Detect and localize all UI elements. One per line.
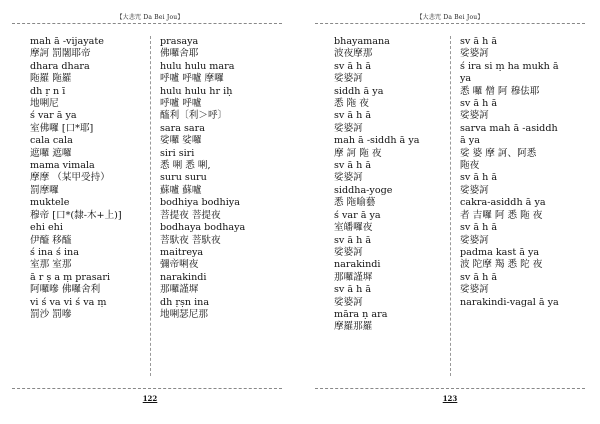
text-line: sv ā h ā xyxy=(334,234,372,246)
text-line: siddh ā ya xyxy=(334,85,384,97)
text-line: 穆帝 [口*(隸-木+上)] xyxy=(30,209,122,221)
text-line: 地唎瑟尼那 xyxy=(160,308,208,320)
text-line: 室佛囉 [口*耶] xyxy=(30,122,94,134)
text-line: 摩羅那羅 xyxy=(334,321,373,333)
text-line: 娑婆訶 xyxy=(334,246,363,258)
text-line: 菩馱夜 菩馱夜 xyxy=(160,234,221,246)
text-line: ya xyxy=(460,73,472,85)
text-line: 呼嚧 呼嚧 xyxy=(160,98,202,110)
text-line: 佛囉舍耶 xyxy=(160,48,199,60)
text-line: narakindi-vagal ā ya xyxy=(460,296,559,308)
text-line: narakindi xyxy=(334,259,381,271)
text-line: 室那 室那 xyxy=(30,259,72,271)
text-line: ś ira si ṃ ha mukh ā xyxy=(460,60,559,72)
text-line: cakra-asiddh ā ya xyxy=(460,197,546,209)
right-column-1 xyxy=(334,36,454,334)
text-line: ś ina ś ina xyxy=(30,246,79,258)
text-line: 蘇嚧 蘇嚧 xyxy=(160,184,202,196)
text-line: 呼嚧 呼嚧 摩囉 xyxy=(160,73,224,85)
left-column-2 xyxy=(160,36,280,321)
text-line: narakindi xyxy=(160,271,207,283)
text-line: muktele xyxy=(30,197,70,209)
text-line: sv ā h ā xyxy=(460,172,498,184)
text-line: mah ā -vijayate xyxy=(30,36,104,47)
text-line: māra ṇ ara xyxy=(334,308,388,320)
right-bottom-rule xyxy=(315,388,585,389)
text-line: 娑婆訶 xyxy=(334,122,363,134)
text-line: 室皤囉夜 xyxy=(334,222,373,234)
right-top-rule xyxy=(315,23,585,24)
text-line: 娑婆訶 xyxy=(334,73,363,85)
text-line: dh ṛṣn ina xyxy=(160,296,210,308)
text-line: ā r ṣ a ṃ prasari xyxy=(30,271,111,283)
text-line: 娑婆訶 xyxy=(460,48,489,60)
text-line: sara sara xyxy=(160,122,205,134)
text-line: 摩摩 （某甲受持） xyxy=(30,172,110,184)
text-line: cala cala xyxy=(30,135,73,147)
text-line: sv ā h ā xyxy=(460,222,498,234)
text-line: ś var ā ya xyxy=(30,110,77,122)
text-line: 陁夜 xyxy=(460,160,480,172)
text-line: 摩 訶 陁 夜 xyxy=(334,147,382,159)
text-line: 阿囉嘇 佛囉舍利 xyxy=(30,284,101,296)
text-line: hulu hulu mara xyxy=(160,60,235,72)
right-page xyxy=(300,0,600,424)
left-page-number: 122 xyxy=(142,394,158,403)
right-column-2 xyxy=(460,36,580,309)
text-line: dhara dhara xyxy=(30,60,90,72)
text-line: 悉 囉 僧 阿 穆佉耶 xyxy=(460,85,540,97)
text-line: bhayamana xyxy=(334,36,390,47)
text-line: 悉 唎 悉 唎, xyxy=(160,160,211,172)
text-line: 娑 婆 摩 訶、阿悉 xyxy=(460,147,537,159)
text-line: 娑婆訶 xyxy=(460,234,489,246)
text-line: 地唎尼 xyxy=(30,98,59,110)
left-column-divider xyxy=(150,36,151,376)
text-line: sarva mah ā -asiddh xyxy=(460,122,558,134)
text-line: suru suru xyxy=(160,172,207,184)
text-line: 罰沙 罰嘇 xyxy=(30,308,72,320)
text-line: 醯利〔利＞呼〕 xyxy=(160,110,228,122)
text-line: prasaya xyxy=(160,36,199,47)
text-line: 伊醯 移醯 xyxy=(30,234,72,246)
text-line: sv ā h ā xyxy=(334,284,372,296)
text-line: 彌帝唎夜 xyxy=(160,259,199,271)
text-line: padma kast ā ya xyxy=(460,246,540,258)
right-page-number: 123 xyxy=(442,394,458,403)
text-line: 菩提夜 菩提夜 xyxy=(160,209,221,221)
text-line: 娑婆訶 xyxy=(334,172,363,184)
text-line: 娑婆訶 xyxy=(460,184,489,196)
text-line: maitreya xyxy=(160,246,204,258)
text-line: bodhaya bodhaya xyxy=(160,222,246,234)
text-line: sv ā h ā xyxy=(460,36,498,47)
text-line: siddha-yoge xyxy=(334,184,393,196)
text-line: bodhiya bodhiya xyxy=(160,197,240,209)
text-line: 者 吉囉 阿 悉 陁 夜 xyxy=(460,209,543,221)
text-line: 波夜摩那 xyxy=(334,48,373,60)
text-line: 娑婆訶 xyxy=(460,284,489,296)
text-line: 娑婆訶 xyxy=(334,296,363,308)
text-line: 娑婆訶 xyxy=(460,110,489,122)
right-column-divider xyxy=(450,36,451,376)
text-line: mama vimala xyxy=(30,160,95,172)
text-line: sv ā h ā xyxy=(334,60,372,72)
text-line: siri siri xyxy=(160,147,195,159)
left-bottom-rule xyxy=(12,388,282,389)
text-line: 陁羅 陁羅 xyxy=(30,73,72,85)
text-line: sv ā h ā xyxy=(334,160,372,172)
text-line: 罰摩囉 xyxy=(30,184,59,196)
text-line: vi ś va vi ś va ṃ xyxy=(30,296,107,308)
text-line: sv ā h ā xyxy=(460,98,498,110)
text-line: mah ā -siddh ā ya xyxy=(334,135,420,147)
text-line: hulu hulu hr iḥ xyxy=(160,85,233,97)
text-line: 波 陀摩 羯 悉 陀 夜 xyxy=(460,259,543,271)
left-page-header: 【大悲咒 Da Bei Jou】 xyxy=(116,14,184,21)
text-line: ś var ā ya xyxy=(334,209,381,221)
right-page-header: 【大悲咒 Da Bei Jou】 xyxy=(416,14,484,21)
text-line: ā ya xyxy=(460,135,480,147)
text-line: sv ā h ā xyxy=(334,110,372,122)
text-line: 娑囉 娑囉 xyxy=(160,135,202,147)
left-top-rule xyxy=(12,23,282,24)
left-column-1 xyxy=(30,36,150,321)
text-line: sv ā h ā xyxy=(460,271,498,283)
text-line: 悉 陁 夜 xyxy=(334,98,369,110)
text-line: dh ṛ n ī xyxy=(30,85,66,97)
text-line: 悉 陁喻藝 xyxy=(334,197,376,209)
text-line: 那囉謹墀 xyxy=(160,284,199,296)
text-line: 那囉謹墀 xyxy=(334,271,373,283)
text-line: 遮囉 遮囉 xyxy=(30,147,72,159)
text-line: ehi ehi xyxy=(30,222,63,234)
text-line: 摩訶 罰闍耶帝 xyxy=(30,48,91,60)
